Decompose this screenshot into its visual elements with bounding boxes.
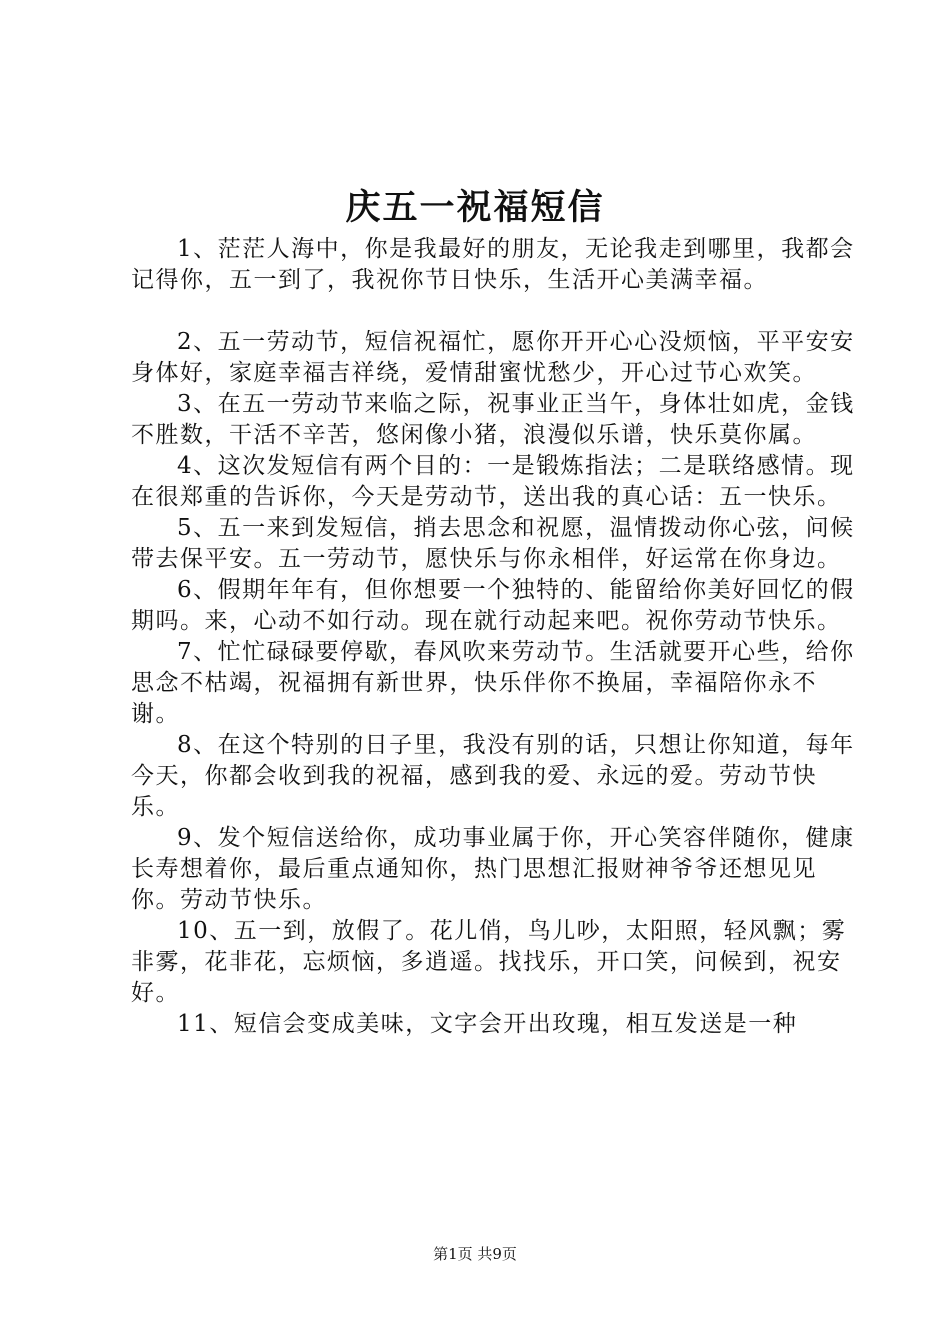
paragraph-11: 11、短信会变成美味，文字会开出玫瑰，相互发送是一种 bbox=[177, 1011, 798, 1037]
paragraph-10: 10、五一到，放假了。花儿俏，鸟儿吵，太阳照，轻风飘；雾非雾，花非花，忘烦恼，多逍遥。找找乐，开口笑，问候到，祝安好。 bbox=[131, 918, 847, 1006]
paragraph-2: 2、五一劳动节，短信祝福忙，愿你开开心心没烦恼，平平安安身体好，家庭幸福吉祥绕，爱情甜蜜忧愁少，开心过节心欢笑。 bbox=[131, 329, 855, 386]
paragraph-8: 8、在这个特别的日子里，我没有别的话，只想让你知道，每年今天，你都会收到我的祝福，感到我的爱、永远的爱。劳动节快乐。 bbox=[131, 732, 855, 820]
document-body bbox=[131, 234, 856, 1040]
paragraph-6: 6、假期年年有，但你想要一个独特的、能留给你美好回忆的假期吗。来，心动不如行动。现在就行动起来吧。祝你劳动节快乐。 bbox=[131, 577, 855, 634]
paragraph-1: 1、茫茫人海中，你是我最好的朋友，无论我走到哪里，我都会记得你，五一到了，我祝你节日快乐，生活开心美满幸福。 bbox=[131, 236, 855, 293]
paragraph-3: 3、在五一劳动节来临之际，祝事业正当午，身体壮如虎，金钱不胜数，干活不辛苦，悠闲像小猪，浪漫似乐谱，快乐莫你属。 bbox=[131, 391, 855, 448]
page-footer: 第1页 共9页 bbox=[433, 1245, 517, 1263]
document-title: 庆五一祝福短信 bbox=[345, 187, 605, 228]
paragraph-9: 9、发个短信送给你，成功事业属于你，开心笑容伴随你，健康长寿想着你，最后重点通知你，热门思想汇报财神爷爷还想见见你。劳动节快乐。 bbox=[131, 825, 855, 913]
paragraph-4: 4、这次发短信有两个目的：一是锻炼指法；二是联络感情。现在很郑重的告诉你，今天是劳动节，送出我的真心话：五一快乐。 bbox=[131, 453, 855, 510]
paragraph-7: 7、忙忙碌碌要停歇，春风吹来劳动节。生活就要开心些，给你思念不枯竭，祝福拥有新世界，快乐伴你不换届，幸福陪你永不谢。 bbox=[131, 639, 855, 727]
paragraph-5: 5、五一来到发短信，捎去思念和祝愿，温情拨动你心弦，问候带去保平安。五一劳动节，愿快乐与你永相伴，好运常在你身边。 bbox=[131, 515, 855, 572]
